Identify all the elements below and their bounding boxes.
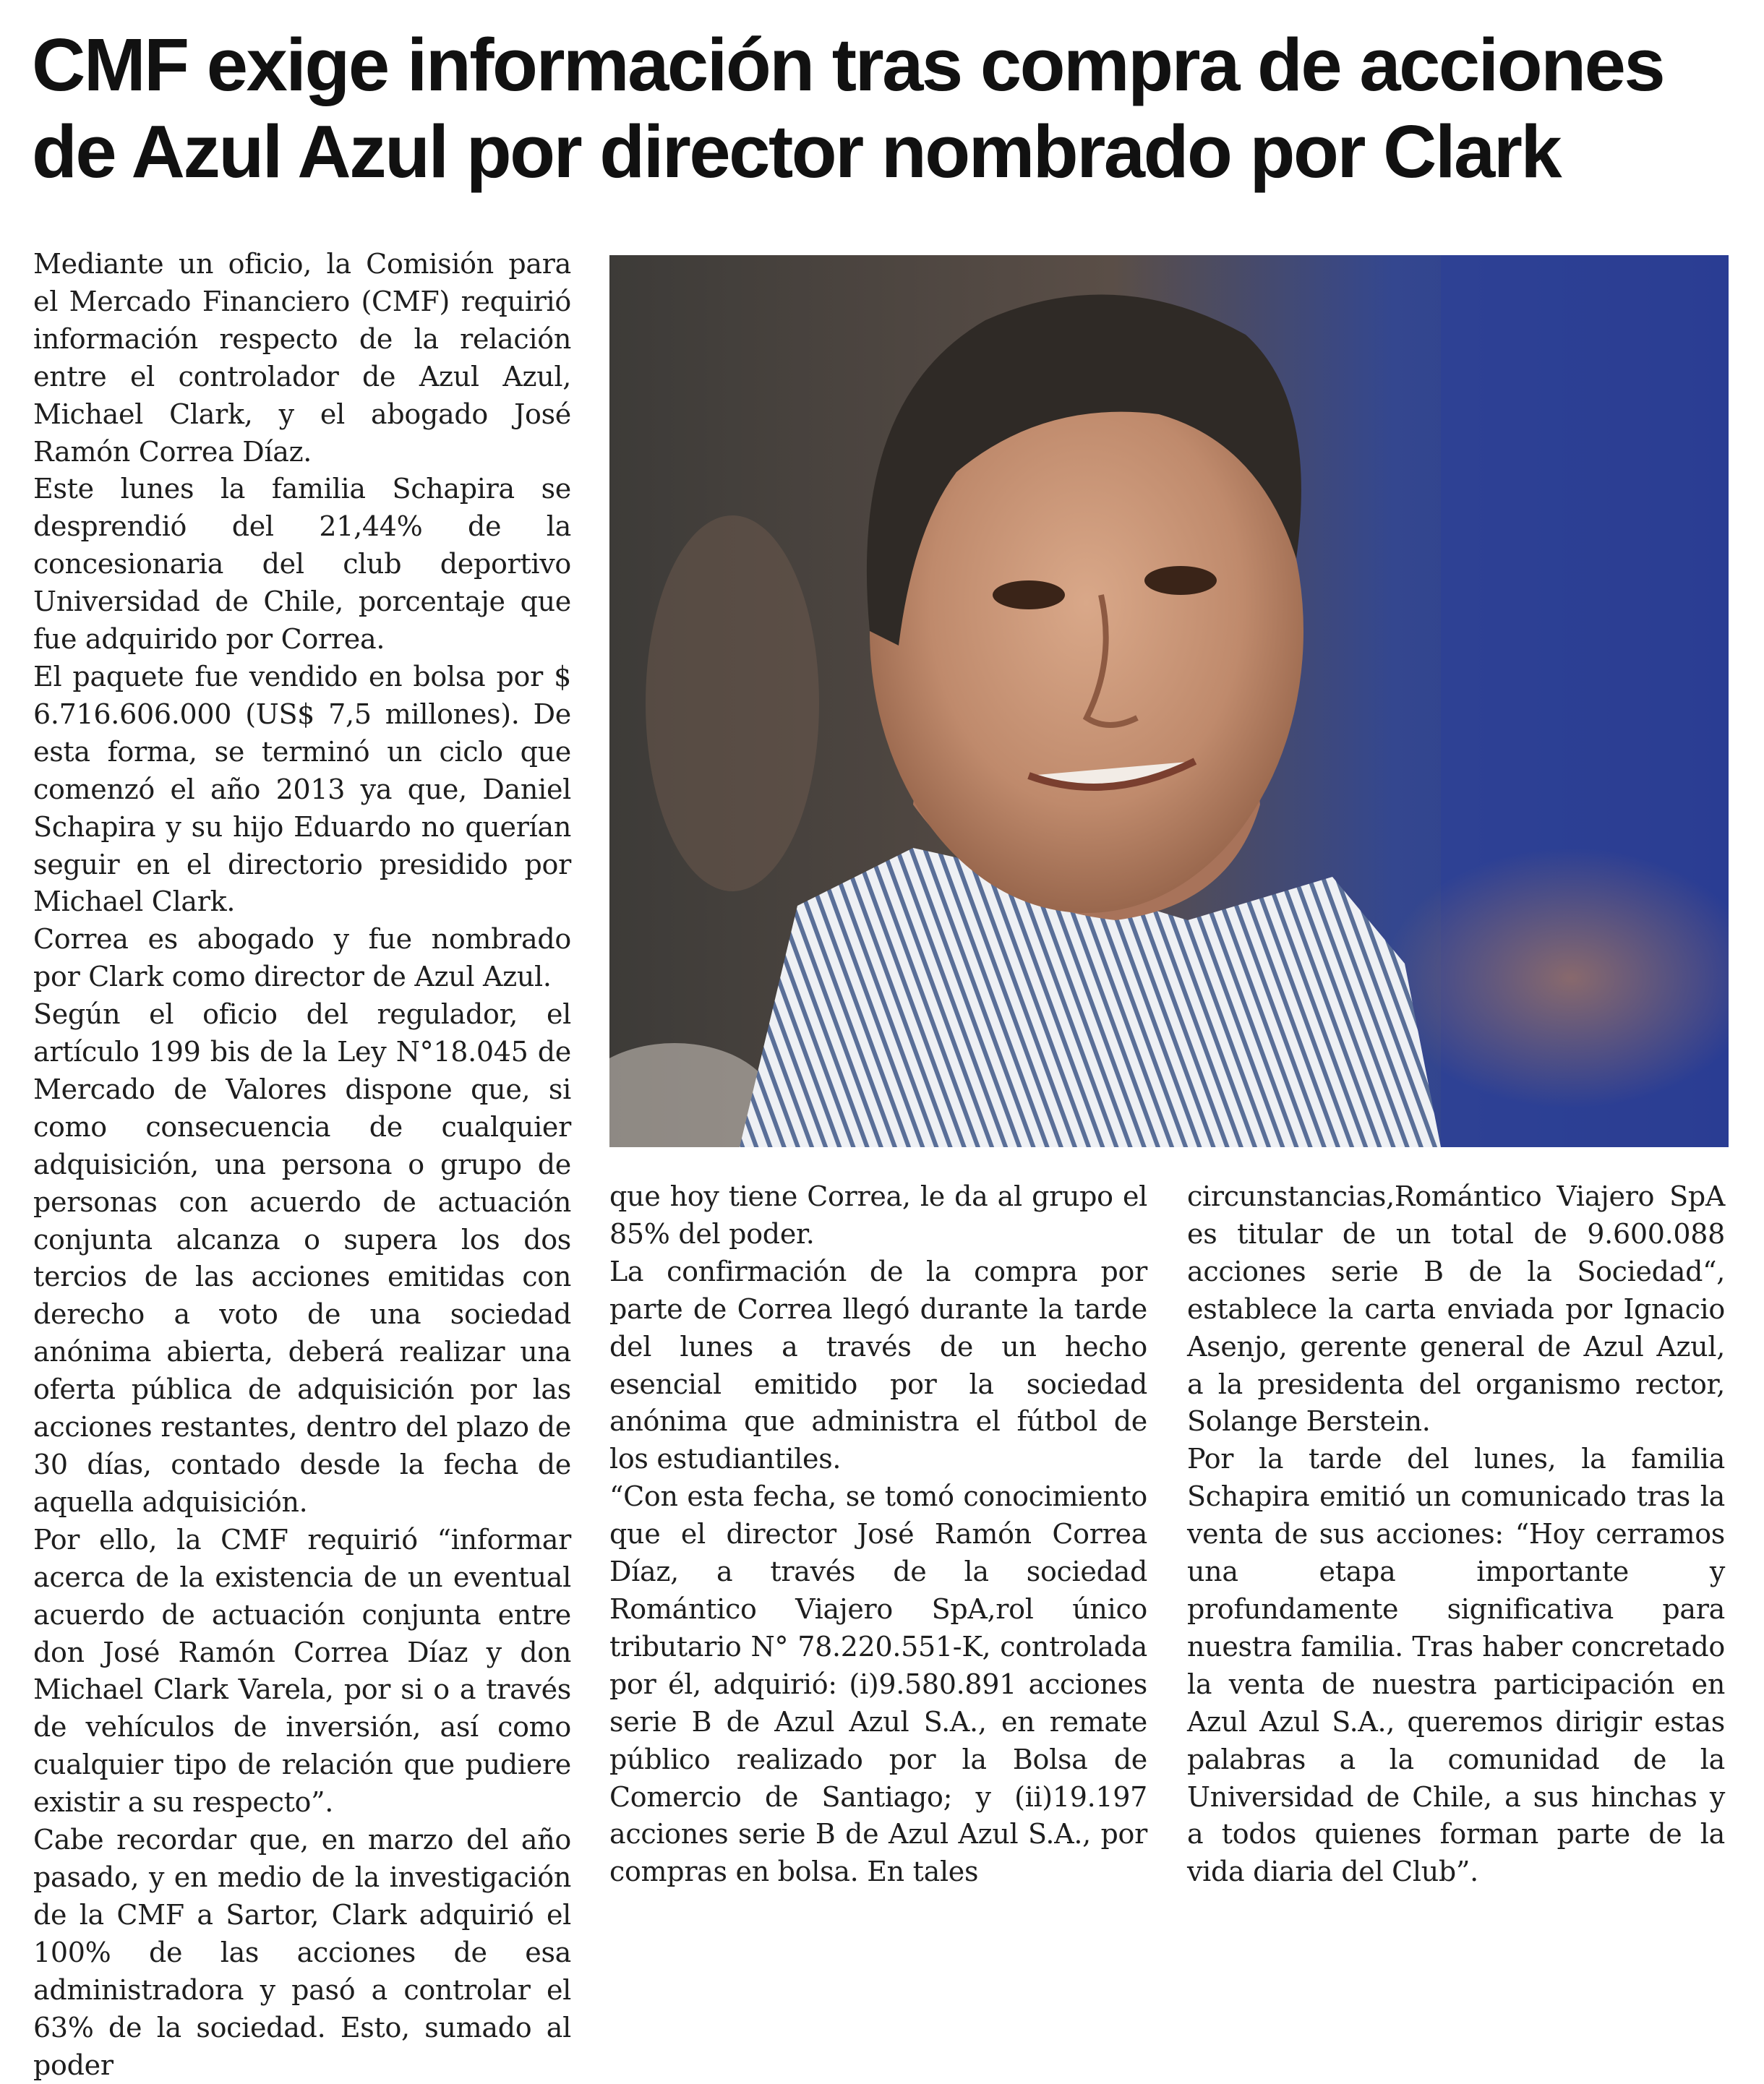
- paragraph: El paquete fue vendido en bolsa por $ 6.716.606.000 (US$ 7,5 millones). De esta forma, se terminó un ciclo que comenzó el año 2013 ya que, Daniel Schapira y su hijo Eduardo no querían seguir en el directorio presidido por Michael Clark.: [33, 660, 571, 918]
- paragraph: Según el oficio del regulador, el artículo 199 bis de la Ley N°18.045 de Mercado de Valores dispone que, si como consecuencia de cualquier adquisición, una persona o grupo de personas con acuerdo de actuación conjunta alcanza o supera los dos tercios de las acciones emitidas con derecho a voto de una sociedad anónima abierta, deberá realizar una oferta pública de adquisición por las acciones restantes, dentro del plazo de 30 días, contado desde la fecha de aquella adquisición.: [33, 998, 571, 1518]
- article-column-2: [609, 1178, 1147, 1891]
- paragraph: circunstancias,Romántico Viajero SpA es titular de un total de 9.600.088 acciones serie B de la Sociedad“, establece la carta enviada por Ignacio Asenjo, gerente general de Azul Azul, a la presidenta del organismo rector, Solange Berstein.: [1187, 1180, 1725, 1438]
- paragraph: Por la tarde del lunes, la familia Schapira emitió un comunicado tras la venta de sus acciones: “Hoy cerramos una etapa importante y profundamente significativa para nuestra familia. Tras haber concretado la venta de nuestra participación en Azul Azul S.A., queremos dirigir estas palabras a la comunidad de la Universidad de Chile, a sus hinchas y a todos quienes forman parte de la vida diaria del Club”.: [1187, 1443, 1725, 1888]
- paragraph: La confirmación de la compra por parte de Correa llegó durante la tarde del lunes a través de un hecho esencial emitido por la sociedad anónima que administra el fútbol de los estudiantiles.: [609, 1255, 1147, 1475]
- paragraph: Mediante un oficio, la Comisión para el Mercado Financiero (CMF) requirió información respecto de la relación entre el controlador de Azul Azul, Michael Clark, y el abogado José Ramón Correa Díaz.: [33, 248, 571, 468]
- article-headline: [32, 22, 1738, 195]
- headline-line-2: de Azul Azul por director nombrado por Clark: [32, 110, 1561, 193]
- paragraph: Por ello, la CMF requirió “informar acerca de la existencia de un eventual acuerdo de actuación conjunta entre don José Ramón Correa Díaz y don Michael Clark Varela, por si o a través de vehículos de inversión, así como cualquier tipo de relación que pudiere existir a su respecto”.: [33, 1523, 571, 1819]
- article-column-1: [33, 246, 571, 2084]
- paragraph: que hoy tiene Correa, le da al grupo el 85% del poder.: [609, 1180, 1147, 1250]
- paragraph: “Con esta fecha, se tomó conocimiento que el director José Ramón Correa Díaz, a través de la sociedad Romántico Viajero SpA,rol único tributario N° 78.220.551-K, controlada por él, adquirió: (i)9.580.891 acciones serie B de Azul Azul S.A., en remate público realizado por la Bolsa de Comercio de Santiago; y (ii)19.197 acciones serie B de Azul Azul S.A., por compras en bolsa. En tales: [609, 1480, 1147, 1888]
- headline-line-1: CMF exige información tras compra de acciones: [32, 23, 1664, 106]
- article-photo: [609, 255, 1729, 1147]
- paragraph: Cabe recordar que, en marzo del año pasado, y en medio de la investigación de la CMF a Sartor, Clark adquirió el 100% de las acciones de esa administradora y pasó a controlar el 63% de la sociedad. Esto, sumado al poder: [33, 1824, 571, 2081]
- article-column-3: [1187, 1178, 1725, 1891]
- paragraph: Este lunes la familia Schapira se desprendió del 21,44% de la concesionaria del club deportivo Universidad de Chile, porcentaje que fue adquirido por Correa.: [33, 473, 571, 656]
- paragraph: Correa es abogado y fue nombrado por Clark como director de Azul Azul.: [33, 923, 571, 993]
- portrait-illustration: [609, 255, 1729, 1147]
